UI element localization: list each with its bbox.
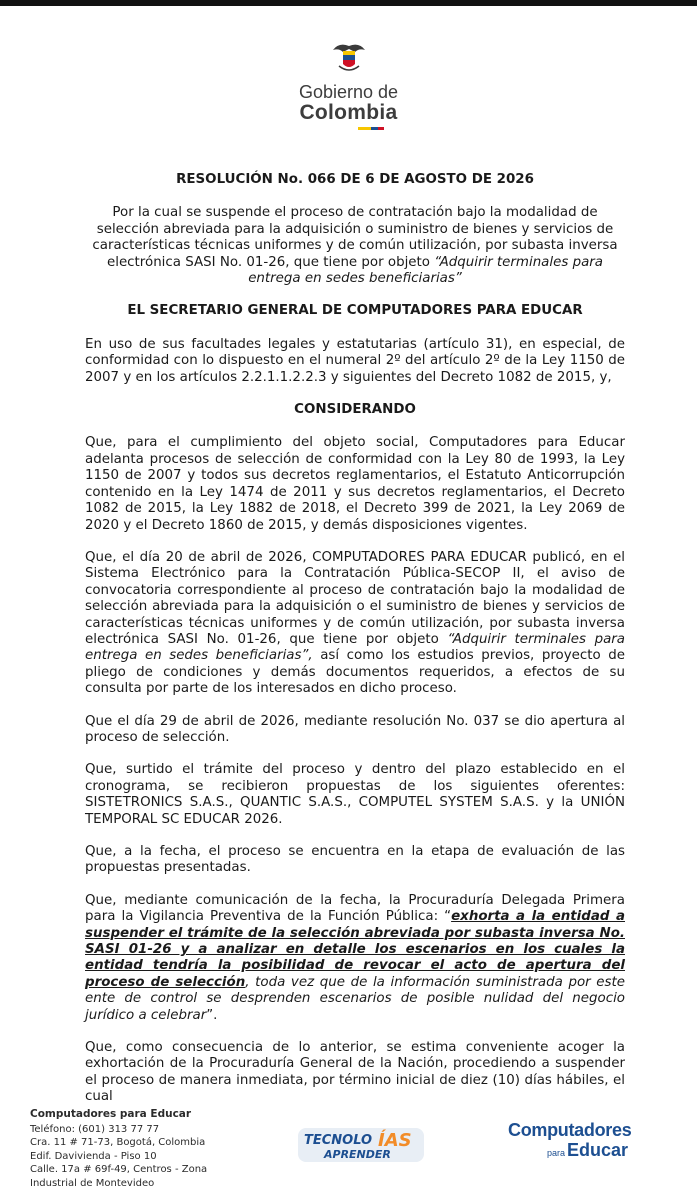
- p6-text-d: ”.: [206, 1007, 218, 1023]
- paragraph-publication: [85, 550, 625, 698]
- subtitle-object: “Adquirir terminales para entrega en sedes beneficiarias”: [248, 254, 603, 287]
- cpe-logo-line1: Computadores: [508, 1120, 632, 1140]
- p2-text-a: Que, el día 20 de abril de 2026, COMPUTADORES PARA EDUCAR publicó, en el Sistema Electrónico para la Contratación Pública-SECOP II, el aviso de convocatoria correspondiente al proceso de contratación bajo la modalidad de selección abreviada para la adquisición o el suministro de bienes y servicios de características técnicas uniformes y de común utilización, por subasta inversa electrónica SASI No. 01-26, que tiene por objeto: [85, 549, 625, 647]
- footer-contact: [30, 1108, 207, 1191]
- paragraph-bidders: Que, surtido el trámite del proceso y dentro del plazo establecido en el cronograma, se recibieron propuestas de los siguientes oferentes: SISTETRONICS S.A.S., QUANTIC S.A.S., COMPUTEL SYSTEM S.A.S. y la UNIÓN TEMPORAL SC EDUCAR 2026.: [85, 762, 625, 827]
- gov-name-line1: Gobierno de: [298, 82, 399, 102]
- tecno-logo-line2: APRENDER: [324, 1148, 391, 1161]
- coat-of-arms-icon: [329, 40, 369, 76]
- cpe-logo-line2: [508, 1140, 628, 1163]
- footer-address-3: Calle. 17a # 69f-49, Centros - Zona: [30, 1164, 208, 1176]
- subtitle-text: Por la cual se suspende el proceso de contratación bajo la modalidad de selección abreviada para la adquisición o suministro de bienes y servicios de características técnicas uniformes y de común utilización, por subasta inversa electrónica SASI No. 01-26, que tiene por objeto: [92, 205, 618, 270]
- considerando-heading: CONSIDERANDO: [294, 402, 416, 418]
- preamble-paragraph: En uso de sus facultades legales y estatutarias (artículo 31), en especial, de conformidad con lo dispuesto en el numeral 2º del artículo 2º de la Ley 1150 de 2007 y en los artículos 2.2.1.1.2.2.3 y siguientes del Decreto 1082 de 2015, y,: [85, 336, 625, 385]
- tecno-logo-ias: ÍAS: [378, 1130, 412, 1151]
- p2-text-c: así como los estudios previos, proyecto de pliego de condiciones y demás documentos requeridos, a efectos de su consulta por parte de los interesados en dicho proceso.: [85, 648, 625, 697]
- cpe-logo-para: para: [546, 1148, 565, 1158]
- gov-name-line2: Colombia: [299, 101, 398, 124]
- p2-object: “Adquirir terminales para entrega en sedes beneficiarias”,: [85, 631, 625, 664]
- paragraph-consequence: Que, como consecuencia de lo anterior, se estima conveniente acoger la exhortación de la Procuraduría General de la Nación, procediendo a suspender el proceso de manera inmediata, por término inicial de diez (10) días hábiles, el cual: [85, 1040, 625, 1105]
- tecnologias-para-aprender-logo: [296, 1122, 426, 1166]
- paragraph-procuraduria: [85, 893, 625, 1024]
- p6-exhortation: exhorta a la entidad a suspender el trámite de la selección abreviada por subasta inversa No. SASI 01-26 y a analizar en detalle los escenarios en los cuales la entidad tendría la posibilidad de revocar el acto de apertura del proceso de selección: [85, 909, 625, 990]
- government-header: [0, 40, 697, 130]
- footer-address-2: Edif. Davivienda - Piso 10: [30, 1150, 157, 1162]
- top-border-bar: [0, 0, 697, 6]
- paragraph-opening: Que el día 29 de abril de 2026, mediante resolución No. 037 se dio apertura al proceso de selección.: [85, 713, 625, 745]
- paragraph-legal-framework: Que, para el cumplimiento del objeto social, Computadores para Educar adelanta procesos de selección de conformidad con la Ley 80 de 1993, la Ley 1150 de 2007 y todos sus decretos reglamentarios, el Estatuto Anticorrupción contenido en la Ley 1474 de 2011 y sus decretos reglamentarios, el Decreto 1082 de 2015, la Ley 1882 de 2018, el Decreto 399 de 2021, la Ley 2069 de 2020 y el Decreto 1860 de 2015, y demás disposiciones vigentes.: [85, 435, 625, 533]
- resolution-document: [85, 172, 625, 1122]
- p6-text-c: , toda vez que de la información suministrada por este ente de control se desprenden escenarios de posible nulidad del negocio jurídico a celebrar: [85, 974, 626, 1023]
- footer-address-1: Cra. 11 # 71-73, Bogotá, Colombia: [30, 1137, 206, 1149]
- footer-phone: Teléfono: (601) 313 77 77: [30, 1123, 160, 1135]
- authority-heading: EL SECRETARIO GENERAL DE COMPUTADORES PARA EDUCAR: [127, 303, 583, 319]
- footer-address-4: Industrial de Montevideo: [30, 1177, 155, 1189]
- p6-text-a: Que, mediante comunicación de la fecha, la Procuraduría Delegada Primera para la Vigilancia Preventiva de la Función Pública: “: [85, 892, 625, 925]
- flag-stripe: [358, 127, 384, 130]
- computadores-para-educar-logo: [508, 1120, 632, 1163]
- footer-org-name: Computadores para Educar: [30, 1108, 192, 1120]
- paragraph-evaluation: Que, a la fecha, el proceso se encuentra en la etapa de evaluación de las propuestas presentadas.: [85, 844, 625, 876]
- resolution-subtitle: [85, 205, 625, 287]
- cpe-logo-educar: Educar: [566, 1140, 628, 1160]
- resolution-title: RESOLUCIÓN No. 066 DE 6 DE AGOSTO DE 2026: [176, 172, 534, 187]
- tecno-logo-line1: TECNOLO: [304, 1133, 373, 1148]
